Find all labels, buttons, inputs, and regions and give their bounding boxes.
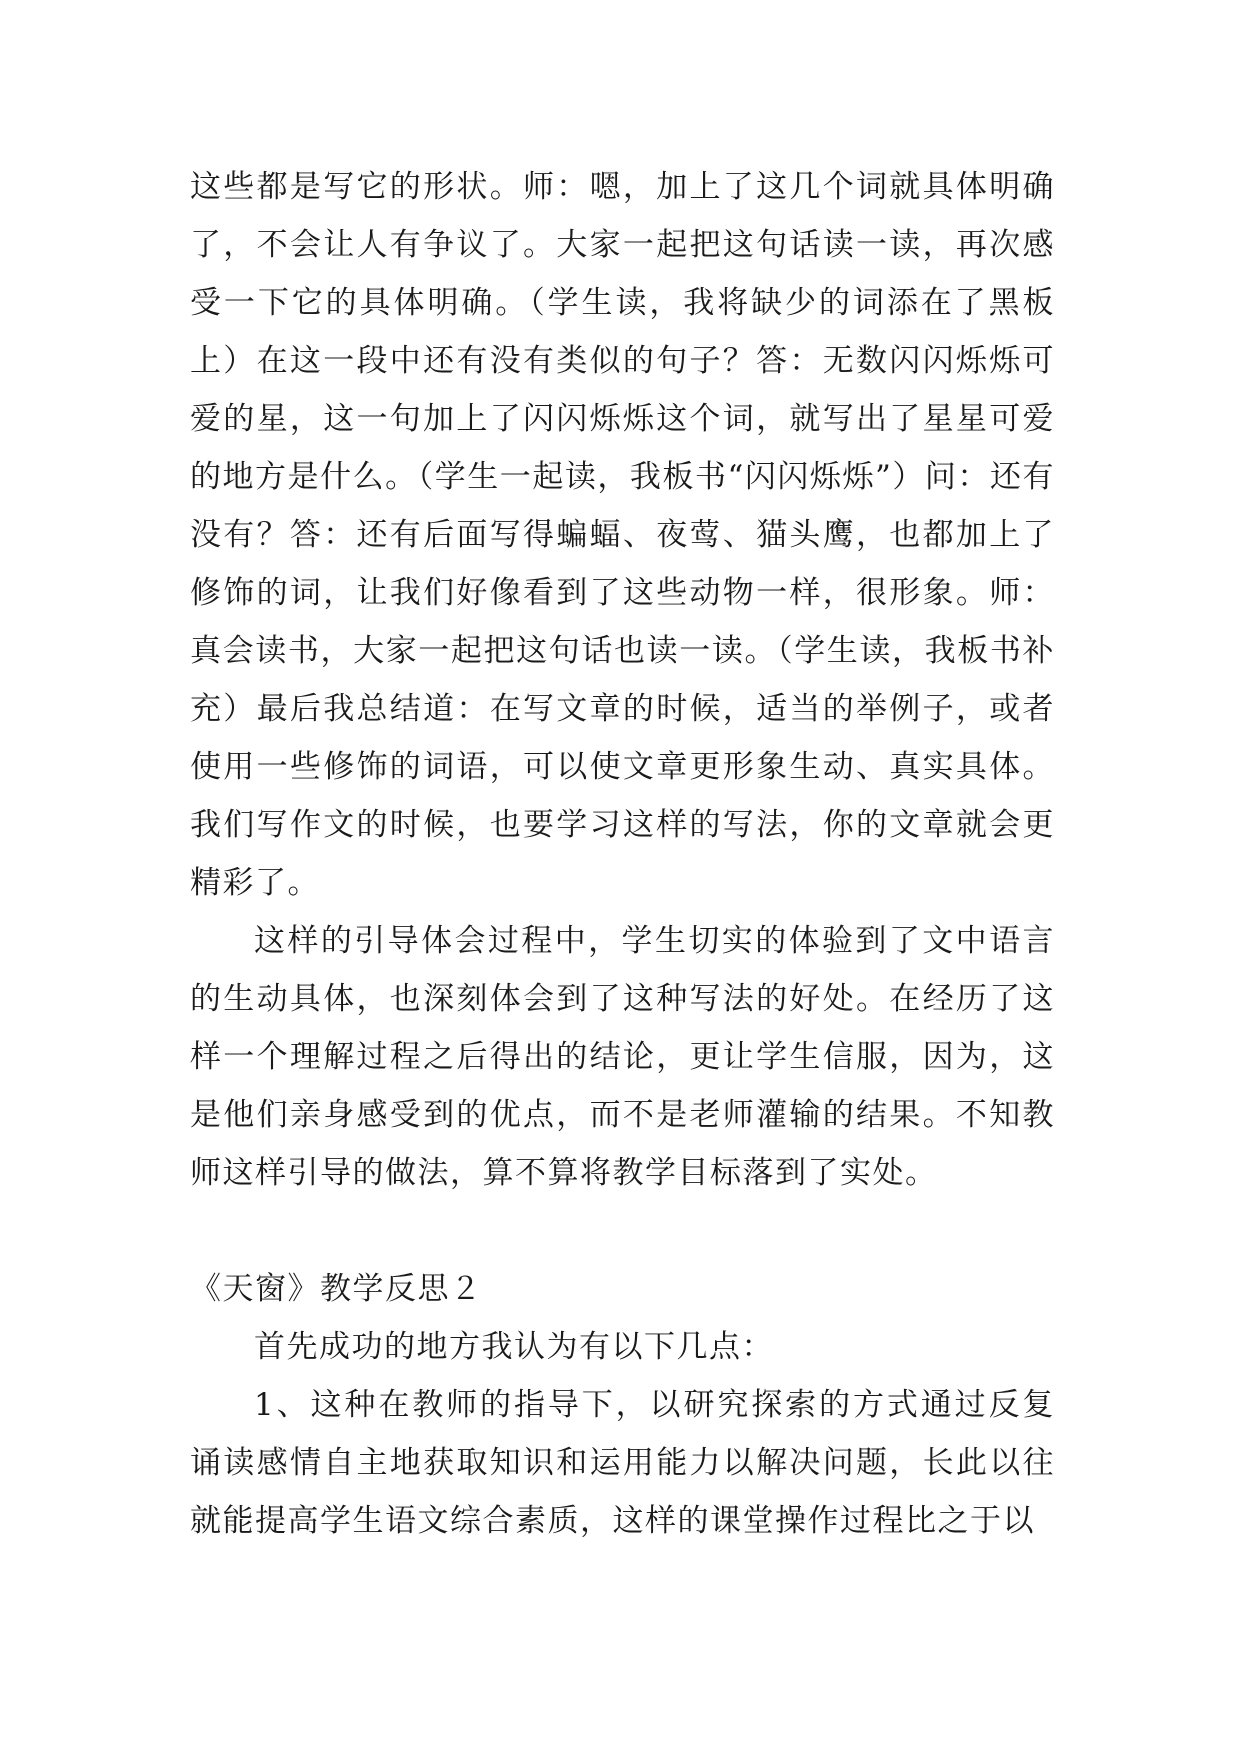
paragraph-point-1: 1、这种在教师的指导下，以研究探索的方式通过反复诵读感情自主地获取知识和运用能力以解决问题，长此以往就能提高学生语文综合素质，这样的课堂操作过程比之于以	[190, 1387, 1055, 1539]
paragraph-dialogue-review: 这些都是写它的形状。师：嗯，加上了这几个词就具体明确了，不会让人有争议了。大家一起把这句话读一读，再次感受一下它的具体明确。（学生读，我将缺少的词添在了黑板上）在这一段中还有没有类似的句子？答：无数闪闪烁烁可爱的星，这一句加上了闪闪烁烁这个词，就写出了星星可爱的地方是什么。（学生一起读，我板书“闪闪烁烁”）问：还有没有？答：还有后面写得蝙蝠、夜莺、猫头鹰，也都加上了修饰的词，让我们好像看到了这些动物一样，很形象。师：真会读书，大家一起把这句话也读一读。（学生读，我板书补充）最后我总结道：在写文章的时候，适当的举例子，或者使用一些修饰的词语，可以使文章更形象生动、真实具体。我们写作文的时候，也要学习这样的写法，你的文章就会更精彩了。	[190, 169, 1055, 901]
paragraph-reflection-summary: 这样的引导体会过程中，学生切实的体验到了文中语言的生动具体，也深刻体会到了这种写法的好处。在经历了这样一个理解过程之后得出的结论，更让学生信服，因为，这是他们亲身感受到的优点，而不是老师灌输的结果。不知教师这样引导的做法，算不算将教学目标落到了实处。	[190, 923, 1055, 1191]
document-body	[190, 158, 1055, 1550]
paragraph-success-intro: 首先成功的地方我认为有以下几点：	[254, 1329, 774, 1365]
section-heading: 《天窗》教学反思２	[190, 1271, 483, 1307]
